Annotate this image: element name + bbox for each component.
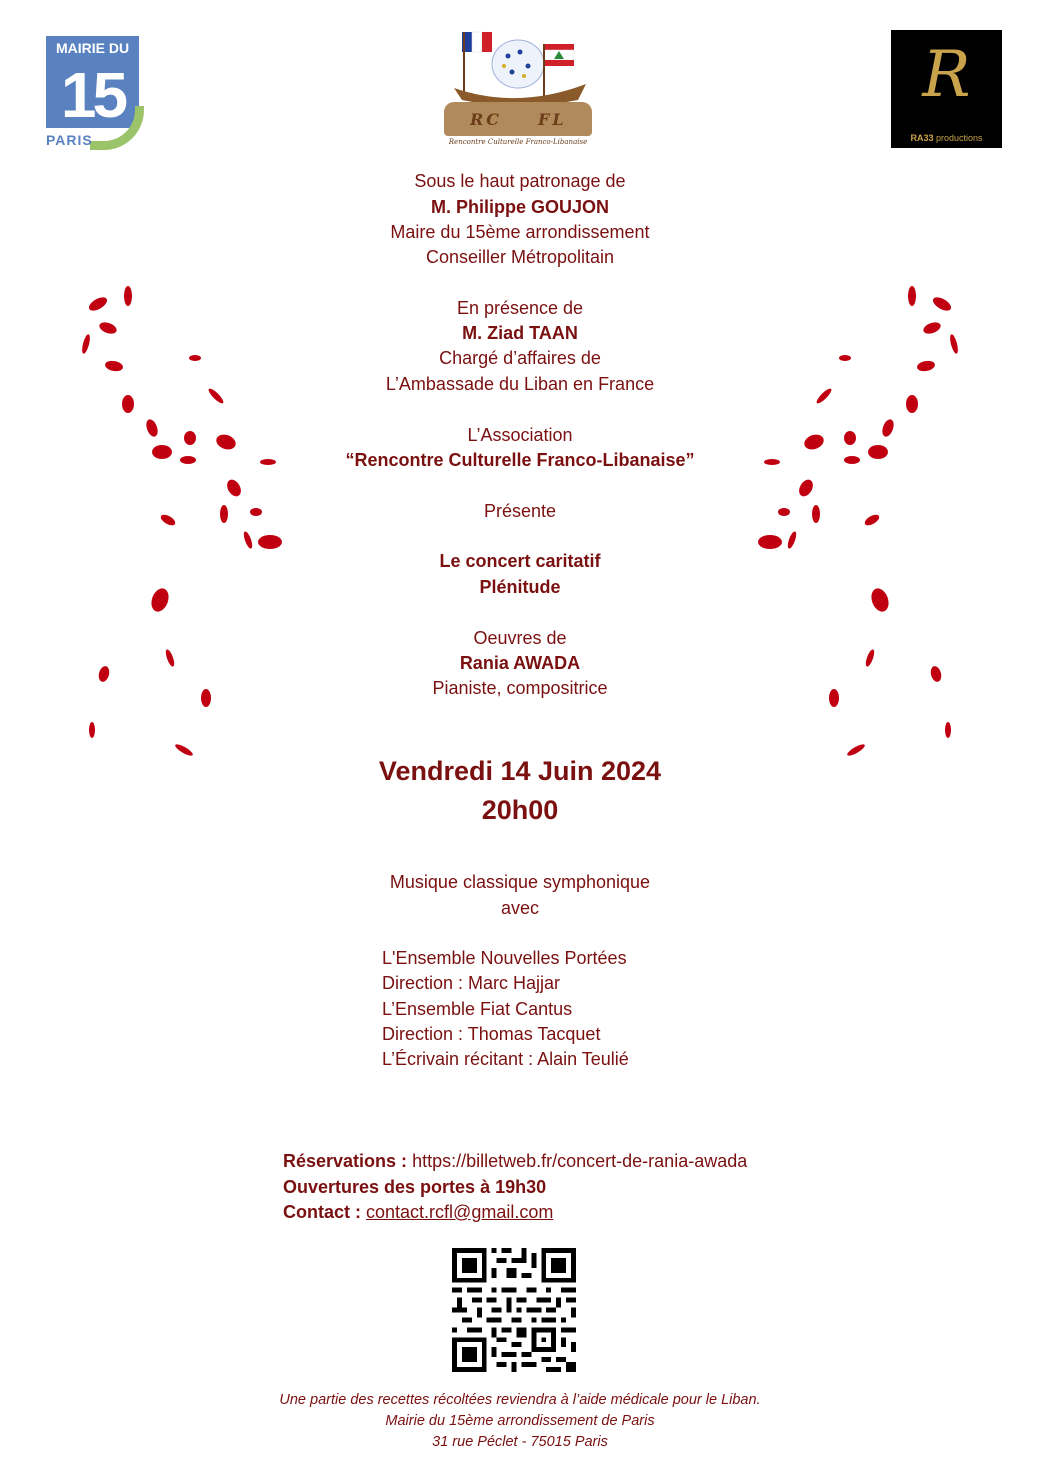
concert-title: Le concert caritatif [439,551,601,571]
association-intro: L’Association [467,425,573,445]
contact-line [283,1200,747,1226]
reservations-url[interactable]: https://billetweb.fr/concert-de-rania-awada [412,1151,748,1171]
footer-address: 31 rue Péclet - 75015 Paris [432,1434,608,1450]
performer-line: L’Écrivain récitant : Alain Teulié [382,1049,629,1070]
presents-text: Présente [483,501,557,521]
rcfl-logo-subtitle: Rencontre Culturelle Franco-Libanaise [448,138,588,146]
music-with: avec [500,898,540,918]
patron-name: M. Philippe GOUJON [430,197,609,217]
reservations-line [283,1149,747,1175]
info-block [283,1149,747,1226]
presence-role-2: L’Ambassade du Liban en France [385,374,655,394]
performer-line: L'Ensemble Nouvelles Portées [382,948,627,968]
performers-list [382,946,629,1072]
patron-role-2: Conseiller Métropolitain [425,247,615,267]
concert-name: Plénitude [479,577,561,597]
rcfl-logo-left-letters: RC [470,110,503,129]
reservations-label: Réservations : [283,1151,408,1171]
performer-line: L’Ensemble Fiat Cantus [382,998,573,1019]
mairie-logo-top: MAIRIE DU [46,36,139,60]
mairie-logo [46,36,144,152]
patronage-intro: Sous le haut patronage de [414,171,626,191]
presence-intro: En présence de [456,298,584,318]
footer-venue: Mairie du 15ème arrondissement de Paris [385,1413,655,1429]
contact-email-link[interactable]: contact.rcfl@gmail.com [366,1202,554,1222]
contact-label: Contact : [283,1202,361,1222]
ship-with-flags-icon [440,26,596,106]
qr-code-icon[interactable] [452,1248,576,1372]
music-genre: Musique classique symphonique [389,872,651,892]
ra33-logo [891,30,1002,148]
ra33-caption [891,133,1002,143]
mairie-logo-arc [90,106,144,150]
ra33-caption-text: productions [936,133,983,143]
book-shape [444,102,592,136]
ra33-monogram-icon: R [922,38,971,112]
association-name: “Rencontre Culturelle Franco-Libanaise” [345,450,695,470]
footer-note: Une partie des recettes récoltées reviendra à l’aide médicale pour le Liban. [279,1392,761,1408]
rcfl-logo [440,26,596,150]
composer-role: Pianiste, compositrice [432,678,608,698]
presence-role-1: Chargé d’affaires de [439,348,601,368]
mairie-logo-city: PARIS [46,132,93,148]
event-date: Vendredi 14 Juin 2024 [378,756,662,786]
patron-role-1: Maire du 15ème arrondissement [390,222,650,242]
performer-line: Direction : Marc Hajjar [382,973,561,994]
mairie-logo-number: 15 [46,60,139,128]
rcfl-logo-right-letters: FL [538,110,567,129]
ra33-caption-bold: RA33 [910,133,934,143]
doors-opening: Ouvertures des portes à 19h30 [283,1176,547,1197]
presence-name: M. Ziad TAAN [462,323,578,343]
works-intro: Oeuvres de [473,628,567,648]
event-time: 20h00 [481,795,559,825]
composer-name: Rania AWADA [459,653,581,673]
performer-line: Direction : Thomas Tacquet [382,1023,601,1044]
